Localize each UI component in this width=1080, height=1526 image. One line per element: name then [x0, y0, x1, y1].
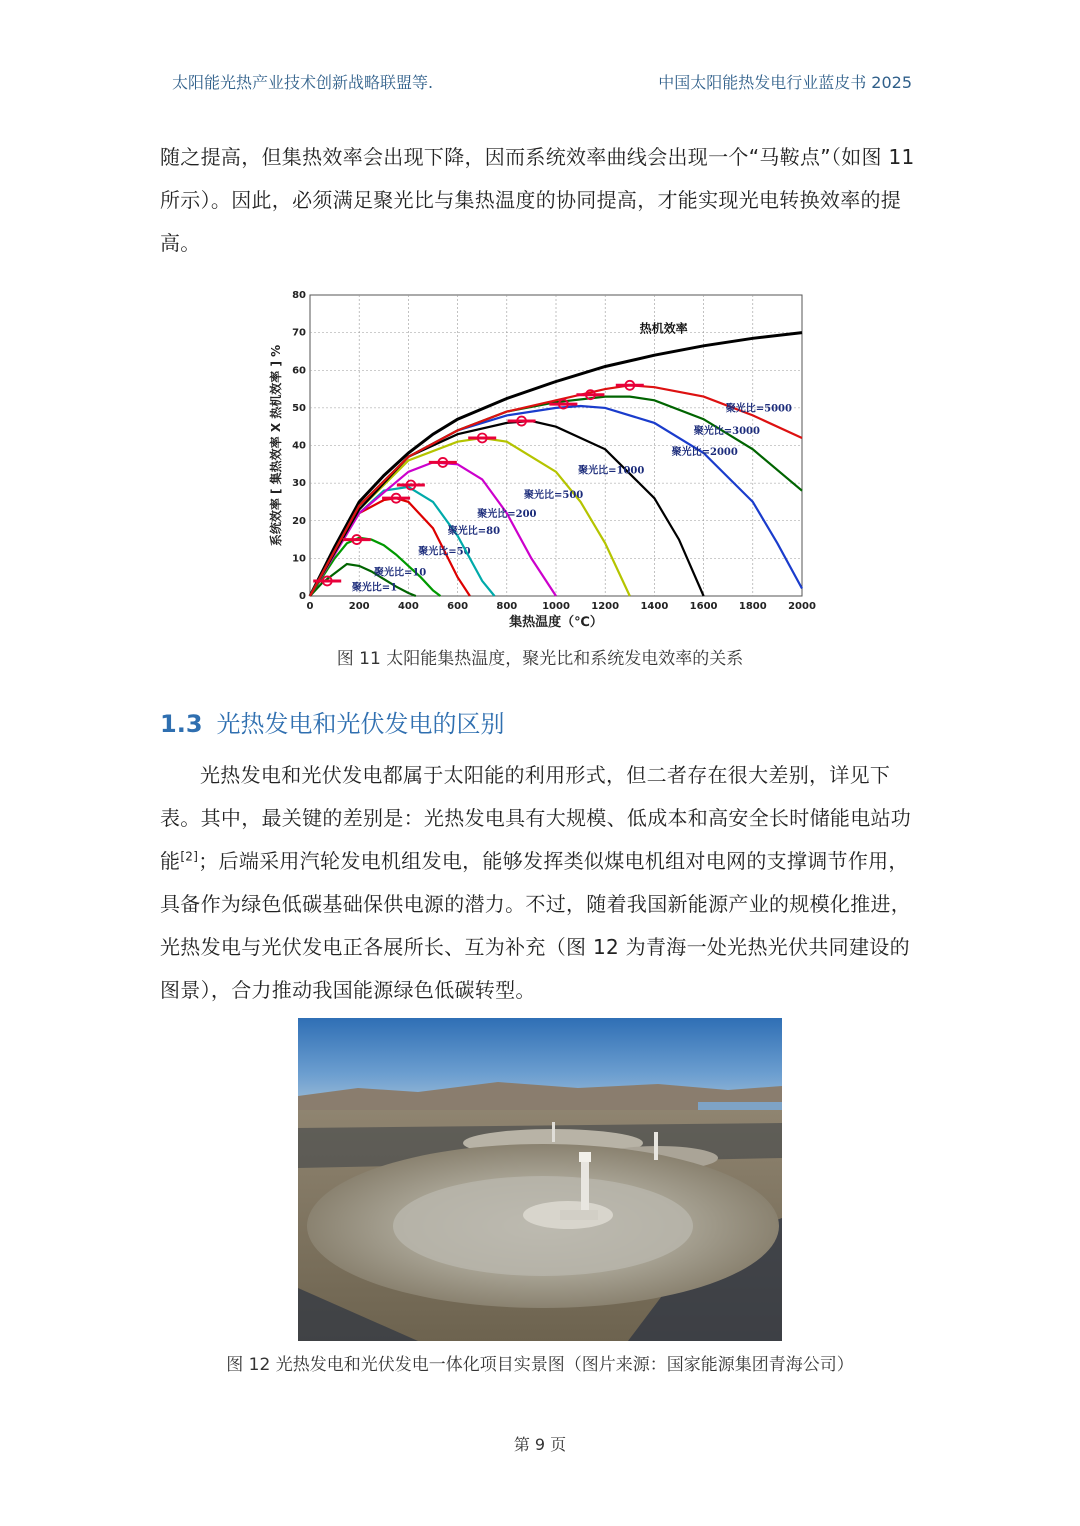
series-label: 聚光比=200: [477, 508, 537, 520]
intro-paragraph: 随之提高，但集热效率会出现下降，因而系统效率曲线会出现一个“马鞍点”（如图 11 所示）。因此，必须满足聚光比与集热温度的协同提高，才能实现光电转换效率的提高。: [160, 145, 915, 255]
series-label: 聚光比=50: [418, 546, 471, 558]
x-tick-label: 200: [348, 601, 370, 612]
x-tick-label: 2000: [788, 601, 816, 612]
y-axis-label: 系统效率 [ 集热效率 X 热机效率 ] %: [269, 344, 283, 547]
x-tick-label: 1200: [591, 601, 620, 612]
x-tick-label: 1600: [689, 601, 718, 612]
series-label: 聚光比=1000: [578, 465, 645, 477]
section-title-text: 光热发电和光伏发电的区别: [216, 710, 505, 738]
y-tick-label: 80: [292, 290, 306, 301]
section-heading: [160, 704, 505, 739]
page-number: 第 9 页: [513, 1435, 567, 1454]
y-tick-label: 0: [299, 591, 306, 602]
efficiency-chart-svg: [262, 285, 822, 635]
solar-plant-photo: [298, 1018, 782, 1341]
y-tick-label: 50: [292, 402, 306, 414]
body-paragraph-part2: ；后端采用汽轮发电机组发电，能够发挥类似煤电机组对电网的支撑调节作用，具备作为绿色低碳基础保供电源的潜力。不过，随着我国新能源产业的规模化推进，光热发电与光伏发电正各展所长、互为补充（图 12 为青海一处光热光伏共同建设的图景），合力推动我国能源绿色低碳转型。: [160, 849, 912, 1002]
body-paragraph: [160, 754, 920, 1012]
series-label: 热机效率: [639, 321, 688, 336]
section-number: 1.3: [160, 710, 203, 738]
solar-plant-illustration: [298, 1018, 782, 1341]
x-axis-label: 集热温度（℃）: [509, 615, 603, 630]
series-label: 聚光比=2000: [671, 446, 738, 458]
y-tick-label: 20: [292, 515, 306, 527]
citation-ref[interactable]: [2]: [180, 849, 199, 864]
x-tick-label: 1000: [542, 601, 570, 612]
x-tick-label: 0: [306, 601, 314, 612]
series-label: 聚光比=1: [351, 582, 398, 594]
header-left-text: 太阳能光热产业技术创新战略联盟等.: [172, 73, 434, 92]
series-label: 聚光比=3000: [693, 426, 760, 438]
header-right-text: 中国太阳能热发电行业蓝皮书 2025: [658, 73, 912, 92]
series-label: 聚光比=80: [447, 525, 501, 537]
series-label: 聚光比=10: [373, 567, 427, 579]
y-tick-label: 70: [292, 327, 306, 339]
y-tick-label: 30: [292, 478, 306, 490]
series-label: 聚光比=5000: [725, 403, 792, 415]
y-tick-label: 40: [292, 440, 306, 452]
x-tick-label: 600: [447, 601, 469, 612]
series-label: 聚光比=500: [524, 490, 584, 502]
y-tick-label: 60: [292, 365, 306, 377]
figure-11-chart: [262, 285, 822, 635]
x-tick-label: 1400: [640, 601, 669, 612]
body-paragraph-part1: 光热发电和光伏发电都属于太阳能的利用形式，但二者存在很大差别，详见下表。其中，最关键的差别是：光热发电具有大规模、低成本和高安全长时储能电站功能: [160, 763, 912, 873]
x-tick-label: 400: [397, 601, 419, 612]
figure-12-caption: 图 12 光热发电和光伏发电一体化项目实景图（图片来源：国家能源集团青海公司）: [226, 1355, 854, 1375]
x-tick-label: 1800: [738, 601, 767, 612]
x-tick-label: 800: [496, 601, 518, 612]
figure-11-caption: 图 11 太阳能集热温度，聚光比和系统发电效率的关系: [336, 649, 744, 669]
y-tick-label: 10: [292, 553, 306, 565]
